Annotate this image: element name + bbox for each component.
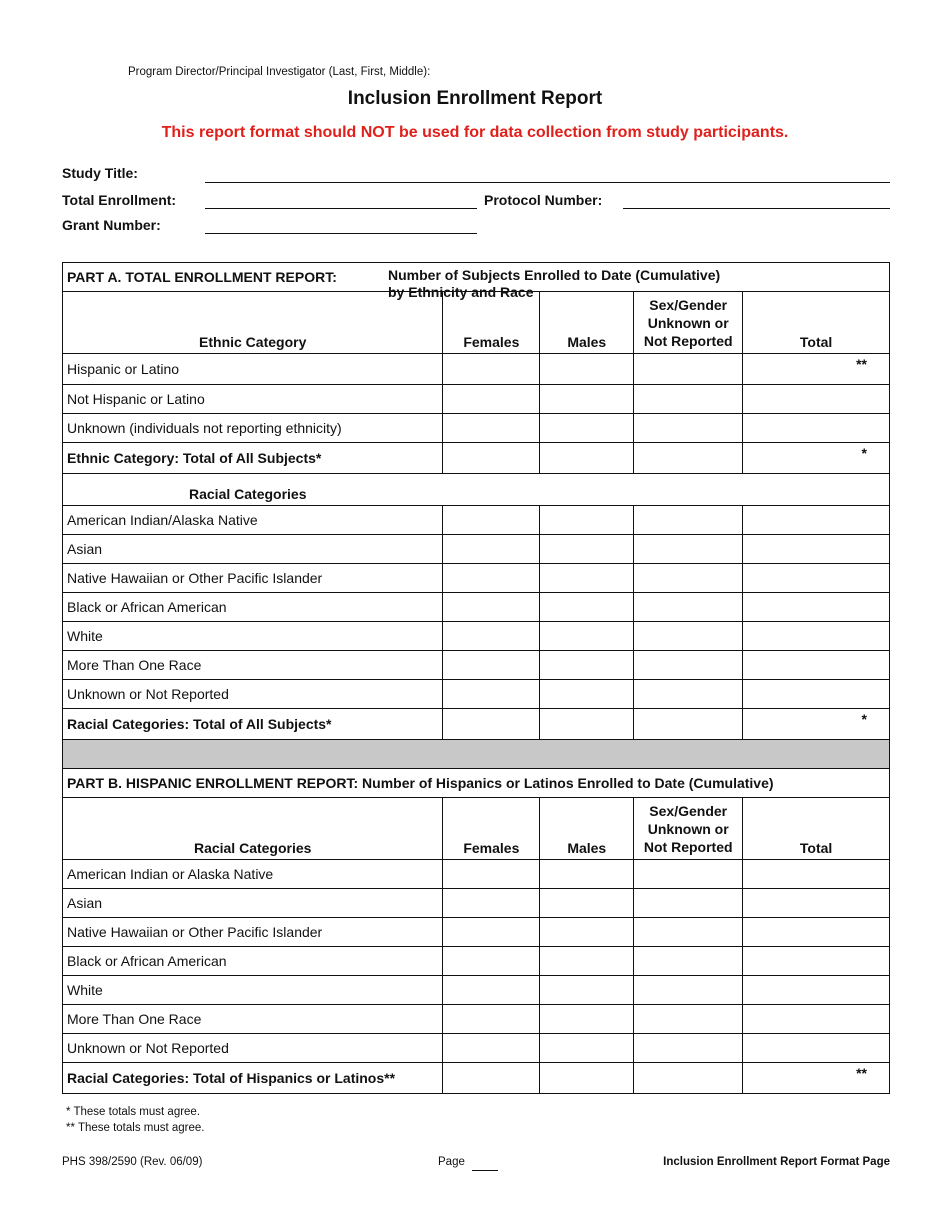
ethnic-total-row: [63, 443, 890, 474]
entry-cell[interactable]: [634, 976, 743, 1005]
entry-cell[interactable]: [443, 564, 540, 593]
col-females: Females: [443, 798, 540, 860]
row-label: Not Hispanic or Latino: [63, 385, 443, 414]
row-label: Racial Categories: Total of All Subjects*: [63, 709, 443, 740]
table-row: [63, 680, 890, 709]
sex-line2: Unknown or: [647, 821, 729, 837]
study-title-field[interactable]: [205, 182, 890, 183]
entry-cell[interactable]: [443, 976, 540, 1005]
row-label: Native Hawaiian or Other Pacific Islander: [63, 564, 443, 593]
entry-cell[interactable]: [634, 506, 743, 535]
entry-cell[interactable]: [540, 709, 634, 740]
row-label: Unknown or Not Reported: [63, 680, 443, 709]
study-title-label: Study Title:: [62, 165, 138, 181]
table-row: [63, 1005, 890, 1034]
entry-cell[interactable]: [443, 354, 540, 385]
entry-cell[interactable]: [634, 889, 743, 918]
total-cell[interactable]: [743, 535, 890, 564]
sex-line3: Not Reported: [643, 839, 733, 855]
racial-categories-heading: Racial Categories: [63, 474, 890, 506]
part-b-column-headers: [63, 798, 890, 860]
grant-number-field[interactable]: [205, 233, 477, 234]
entry-cell[interactable]: [443, 506, 540, 535]
entry-cell[interactable]: [634, 1063, 743, 1094]
total-cell[interactable]: [743, 860, 890, 889]
entry-cell[interactable]: [634, 385, 743, 414]
row-label: Unknown or Not Reported: [63, 1034, 443, 1063]
row-label: Asian: [63, 535, 443, 564]
entry-cell[interactable]: [634, 593, 743, 622]
row-label: White: [63, 976, 443, 1005]
entry-cell[interactable]: [443, 593, 540, 622]
part-a-desc-line1: Number of Subjects Enrolled to Date (Cumulative): [388, 267, 721, 283]
entry-cell[interactable]: [443, 622, 540, 651]
total-cell[interactable]: [743, 564, 890, 593]
part-a-label: PART A. TOTAL ENROLLMENT REPORT:: [67, 269, 337, 285]
entry-cell[interactable]: [634, 860, 743, 889]
row-label: American Indian or Alaska Native: [63, 860, 443, 889]
table-row: [63, 414, 890, 443]
row-label: White: [63, 622, 443, 651]
total-enrollment-label: Total Enrollment:: [62, 192, 177, 208]
part-a-description: [388, 267, 720, 301]
total-cell[interactable]: *: [743, 709, 890, 740]
entry-cell[interactable]: [634, 709, 743, 740]
row-label: American Indian/Alaska Native: [63, 506, 443, 535]
table-row: [63, 564, 890, 593]
part-b-header-row: [63, 769, 890, 798]
total-cell[interactable]: [743, 1034, 890, 1063]
part-a-table: [62, 262, 890, 1094]
col-females: Females: [443, 292, 540, 354]
entry-cell[interactable]: [443, 947, 540, 976]
col-total: Total: [743, 292, 890, 354]
grant-number-label: Grant Number:: [62, 217, 161, 233]
col-sex-gender-unknown: [634, 798, 743, 860]
racial-total-row: [63, 709, 890, 740]
table-row: [63, 622, 890, 651]
entry-cell[interactable]: [443, 1063, 540, 1094]
entry-cell[interactable]: [443, 443, 540, 474]
entry-cell[interactable]: [540, 918, 634, 947]
sex-line2: Unknown or: [647, 315, 729, 331]
row-label: Black or African American: [63, 947, 443, 976]
table-row: [63, 947, 890, 976]
report-title: Inclusion Enrollment Report: [347, 88, 603, 109]
entry-cell[interactable]: [540, 947, 634, 976]
total-cell[interactable]: *: [743, 443, 890, 474]
row-label: Asian: [63, 889, 443, 918]
entry-cell[interactable]: [634, 622, 743, 651]
separator-row: [63, 740, 890, 769]
entry-cell[interactable]: [443, 860, 540, 889]
form-id: PHS 398/2590 (Rev. 06/09): [62, 1156, 203, 1168]
entry-cell[interactable]: [540, 1005, 634, 1034]
entry-cell[interactable]: [540, 1063, 634, 1094]
entry-cell[interactable]: [443, 889, 540, 918]
total-cell[interactable]: **: [743, 1063, 890, 1094]
row-label: More Than One Race: [63, 1005, 443, 1034]
part-b-label: PART B. HISPANIC ENROLLMENT REPORT: Number of Hispanics or Latinos Enrolled to Date (Cumulative): [63, 769, 890, 798]
entry-cell[interactable]: [540, 889, 634, 918]
sex-line3: Not Reported: [643, 333, 733, 349]
entry-cell[interactable]: [540, 564, 634, 593]
total-cell[interactable]: [743, 593, 890, 622]
total-cell[interactable]: [743, 651, 890, 680]
entry-cell[interactable]: [634, 535, 743, 564]
row-label: Native Hawaiian or Other Pacific Islander: [63, 918, 443, 947]
table-row: [63, 385, 890, 414]
total-cell[interactable]: [743, 976, 890, 1005]
total-cell[interactable]: [743, 622, 890, 651]
table-row: [63, 889, 890, 918]
col-racial-category: Racial Categories: [63, 798, 443, 860]
protocol-number-label: Protocol Number:: [484, 192, 603, 208]
entry-cell[interactable]: [540, 354, 634, 385]
entry-cell[interactable]: [634, 354, 743, 385]
table-row: [63, 535, 890, 564]
row-label: Black or African American: [63, 593, 443, 622]
table-row: [63, 976, 890, 1005]
total-enrollment-field[interactable]: [205, 208, 477, 209]
entry-cell[interactable]: [634, 947, 743, 976]
entry-cell[interactable]: [443, 680, 540, 709]
note-single: * These totals must agree.: [66, 1106, 201, 1118]
row-label: Ethnic Category: Total of All Subjects*: [63, 443, 443, 474]
part-a-desc-line2: by Ethnicity and Race: [388, 284, 534, 300]
col-total: Total: [743, 798, 890, 860]
sex-line1: Sex/Gender: [649, 803, 728, 819]
entry-cell[interactable]: [634, 651, 743, 680]
row-label: Unknown (individuals not reporting ethnicity): [63, 414, 443, 443]
entry-cell[interactable]: [634, 918, 743, 947]
hispanic-total-row: [63, 1063, 890, 1094]
entry-cell[interactable]: [634, 443, 743, 474]
entry-cell[interactable]: [540, 593, 634, 622]
col-males: Males: [540, 798, 634, 860]
row-label: More Than One Race: [63, 651, 443, 680]
entry-cell[interactable]: [540, 622, 634, 651]
total-cell[interactable]: [743, 385, 890, 414]
warning-text: This report format should NOT be used for data collection from study participants.: [161, 124, 789, 141]
row-label: Racial Categories: Total of Hispanics or Latinos**: [63, 1063, 443, 1094]
table-row: [63, 354, 890, 385]
table-row: [63, 506, 890, 535]
total-cell[interactable]: [743, 680, 890, 709]
entry-cell[interactable]: [443, 535, 540, 564]
total-cell[interactable]: [743, 1005, 890, 1034]
page-number-field[interactable]: [472, 1170, 498, 1171]
gray-separator: [63, 740, 890, 769]
entry-cell[interactable]: [443, 385, 540, 414]
footer-right-title: Inclusion Enrollment Report Format Page: [663, 1156, 890, 1168]
entry-cell[interactable]: [443, 414, 540, 443]
table-row: [63, 1034, 890, 1063]
col-males: Males: [540, 292, 634, 354]
total-cell[interactable]: [743, 918, 890, 947]
entry-cell[interactable]: [443, 709, 540, 740]
entry-cell[interactable]: [443, 1005, 540, 1034]
entry-cell[interactable]: [443, 918, 540, 947]
table-row: [63, 651, 890, 680]
entry-cell[interactable]: [540, 976, 634, 1005]
entry-cell[interactable]: [540, 651, 634, 680]
note-double: ** These totals must agree.: [66, 1122, 205, 1134]
total-cell[interactable]: **: [743, 354, 890, 385]
total-cell[interactable]: [743, 947, 890, 976]
row-label: Hispanic or Latino: [63, 354, 443, 385]
entry-cell[interactable]: [634, 680, 743, 709]
sex-line1: Sex/Gender: [649, 297, 728, 313]
pi-label: Program Director/Principal Investigator (Last, First, Middle):: [128, 66, 431, 78]
entry-cell[interactable]: [634, 564, 743, 593]
entry-cell[interactable]: [634, 414, 743, 443]
entry-cell[interactable]: [540, 385, 634, 414]
entry-cell[interactable]: [634, 1005, 743, 1034]
entry-cell[interactable]: [540, 443, 634, 474]
table-row: [63, 860, 890, 889]
entry-cell[interactable]: [540, 680, 634, 709]
part-a-header-row: [63, 263, 890, 292]
page-label: Page: [438, 1156, 465, 1168]
entry-cell[interactable]: [540, 414, 634, 443]
table-row: [63, 593, 890, 622]
col-ethnic-category: Ethnic Category: [63, 292, 443, 354]
entry-cell[interactable]: [540, 1034, 634, 1063]
entry-cell[interactable]: [540, 535, 634, 564]
table-row: [63, 918, 890, 947]
entry-cell[interactable]: [540, 860, 634, 889]
entry-cell[interactable]: [634, 1034, 743, 1063]
protocol-number-field[interactable]: [623, 208, 890, 209]
total-cell[interactable]: [743, 889, 890, 918]
entry-cell[interactable]: [443, 1034, 540, 1063]
entry-cell[interactable]: [443, 651, 540, 680]
entry-cell[interactable]: [540, 506, 634, 535]
total-cell[interactable]: [743, 506, 890, 535]
total-cell[interactable]: [743, 414, 890, 443]
racial-heading-row: [63, 474, 890, 506]
